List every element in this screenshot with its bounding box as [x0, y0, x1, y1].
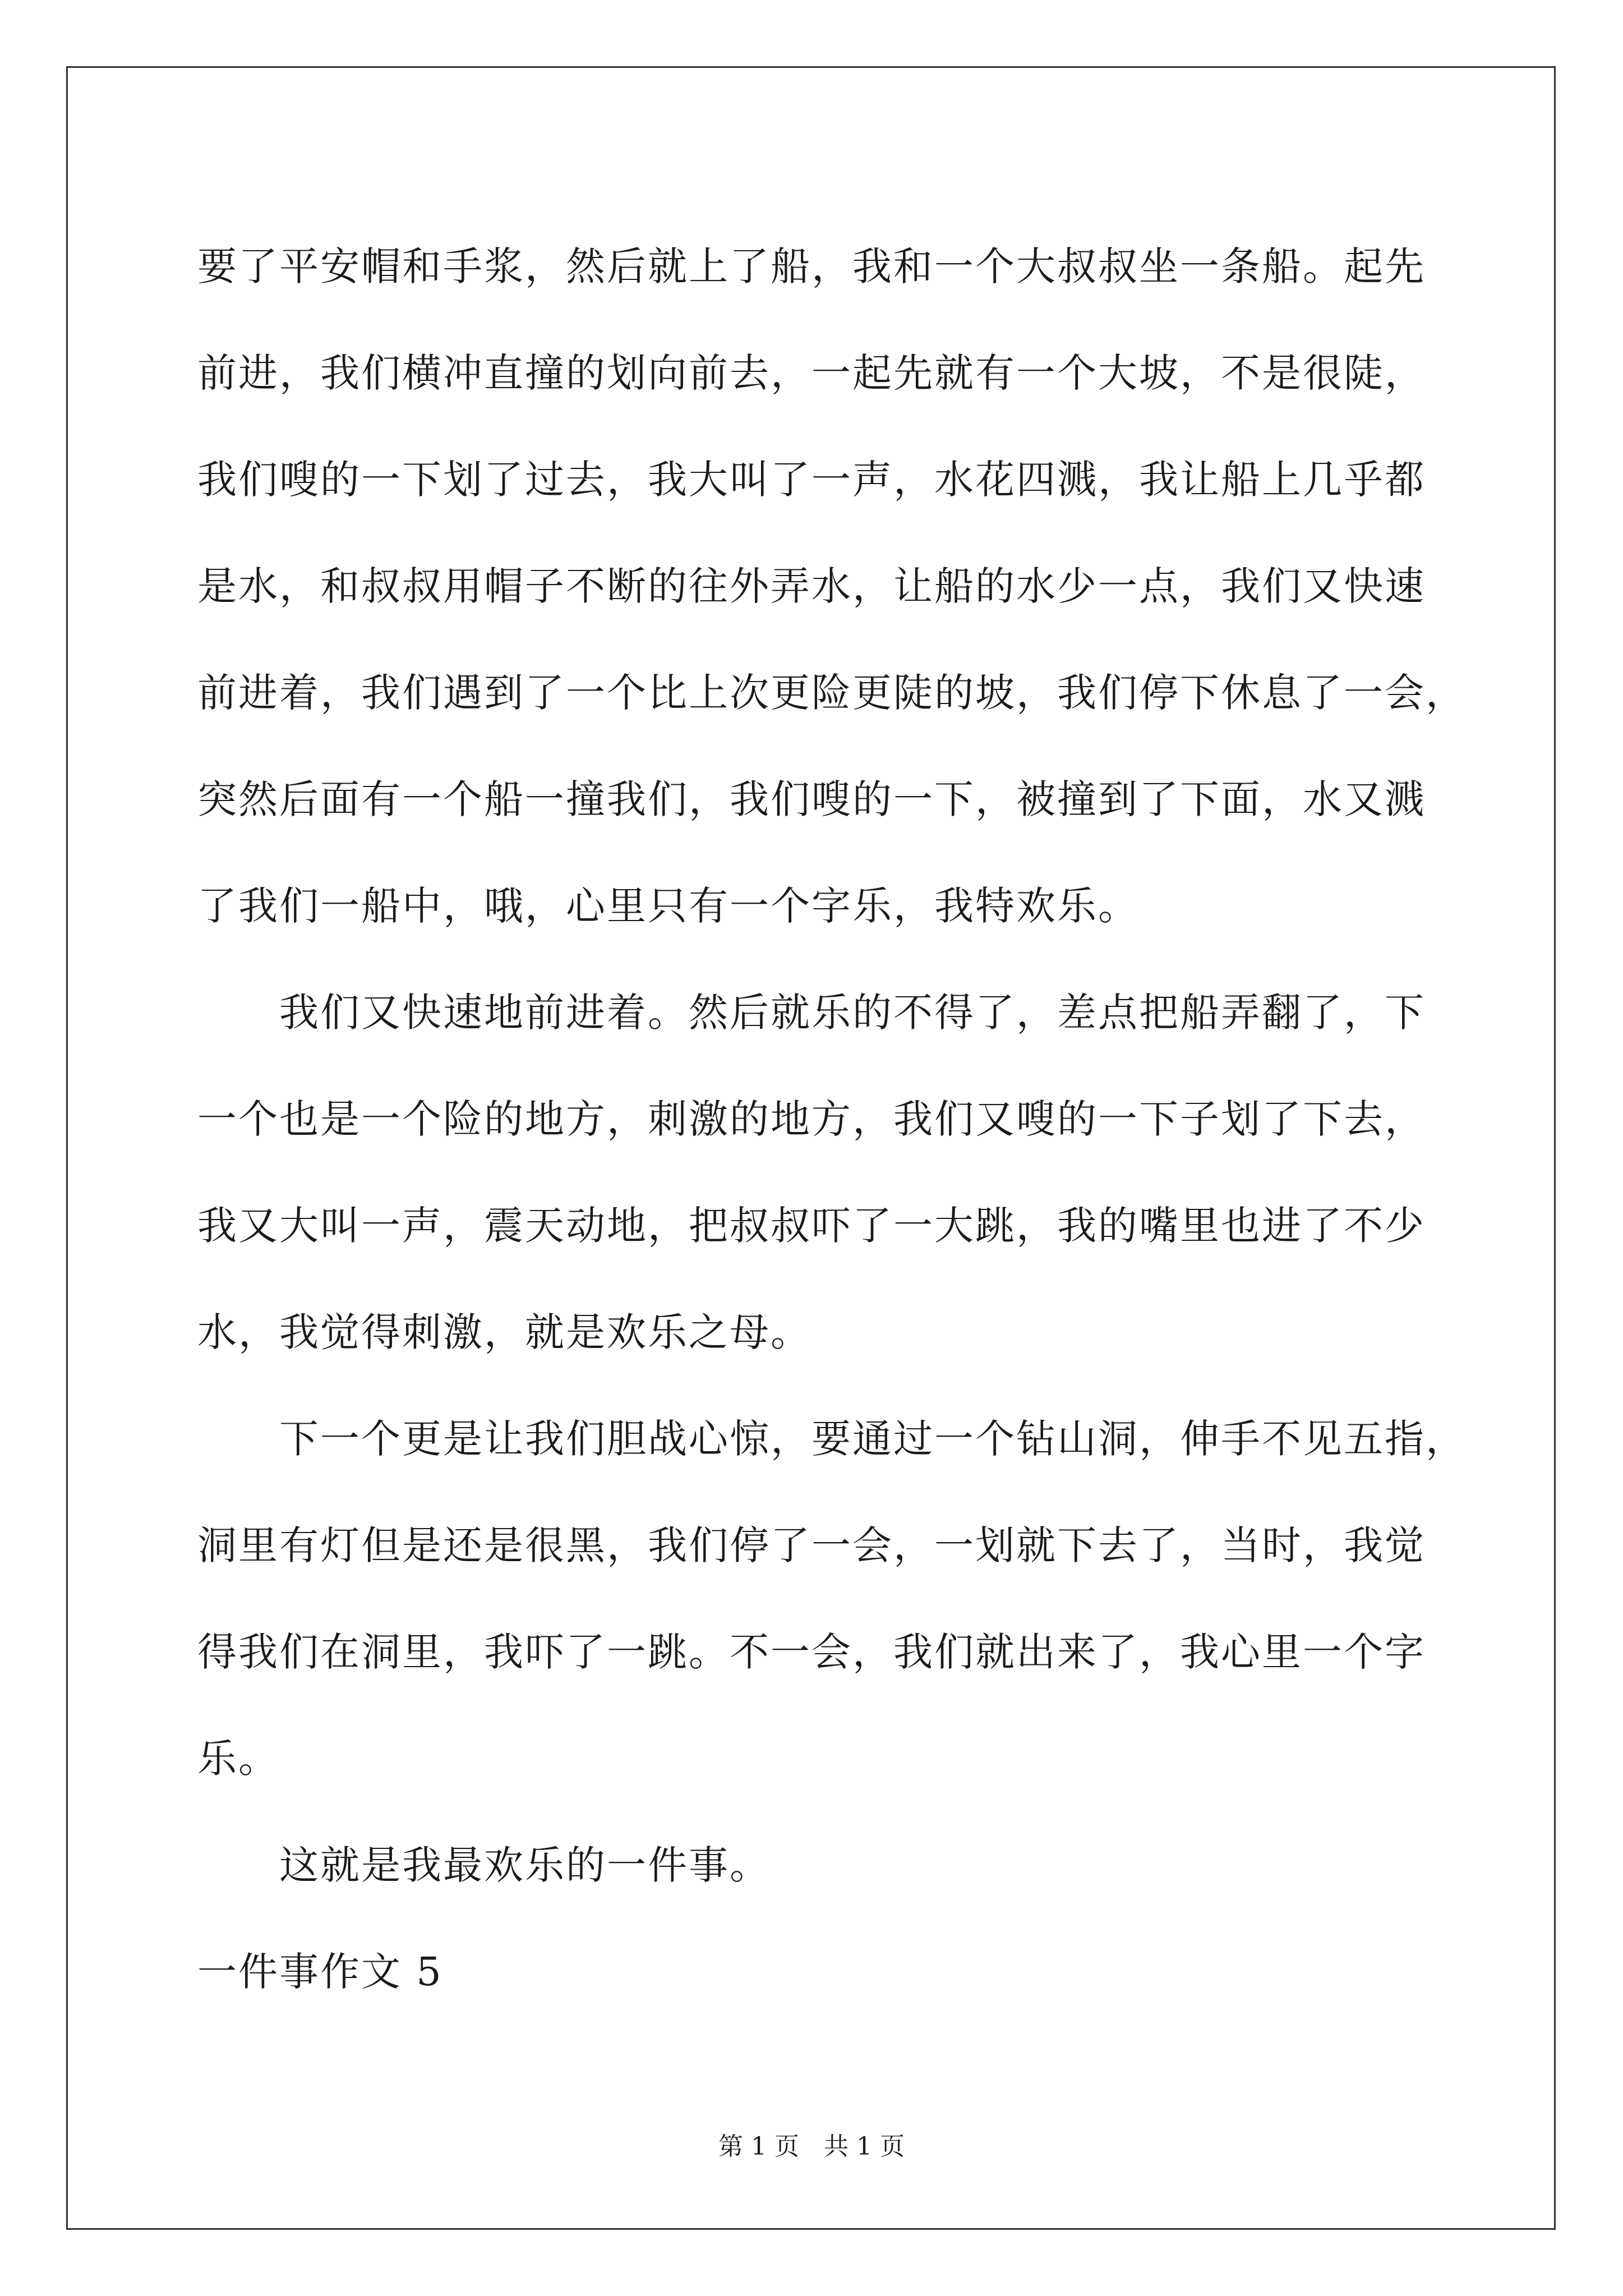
paragraph	[197, 959, 1454, 1386]
text-line: 水，我觉得刺激，就是欢乐之母。	[197, 1309, 811, 1355]
text-line: 我又大叫一声，震天动地，把叔叔吓了一大跳，我的嘴里也进了不少	[197, 1203, 1426, 1249]
page-number-footer: 第 1 页 共 1 页	[718, 2132, 905, 2161]
text-line: 这就是我最欢乐的一件事。	[279, 1842, 771, 1888]
text-line: 洞里有灯但是还是很黑，我们停了一会，一划就下去了，当时，我觉	[197, 1522, 1426, 1568]
text-line: 下一个更是让我们胆战心惊，要通过一个钻山洞，伸手不见五指，	[279, 1416, 1467, 1462]
text-line: 得我们在洞里，我吓了一跳。不一会，我们就出来了，我心里一个字	[197, 1629, 1426, 1675]
text-line: 是水，和叔叔用帽子不断的往外弄水，让船的水少一点，我们又快速	[197, 563, 1426, 609]
section-heading: 一件事作文 5	[197, 1949, 443, 1995]
text-line: 我们又快速地前进着。然后就乐的不得了，差点把船弄翻了，下	[279, 990, 1426, 1036]
paragraph	[197, 213, 1467, 959]
paragraph	[197, 1386, 1467, 1812]
paragraph	[197, 1812, 1454, 1918]
text-line: 一个也是一个险的地方，刺激的地方，我们又嗖的一下子划了下去，	[197, 1096, 1426, 1142]
text-line: 前进，我们横冲直撞的划向前去，一起先就有一个大坡，不是很陡，	[197, 350, 1426, 396]
text-line: 乐。	[197, 1736, 279, 1782]
document-body	[197, 213, 1467, 2025]
text-line: 突然后面有一个船一撞我们，我们嗖的一下，被撞到了下面，水又溅	[197, 776, 1426, 822]
text-line: 了我们一船中，哦，心里只有一个字乐，我特欢乐。	[197, 883, 1139, 929]
text-line: 要了平安帽和手浆，然后就上了船，我和一个大叔叔坐一条船。起先	[197, 243, 1426, 289]
text-line: 我们嗖的一下划了过去，我大叫了一声，水花四溅，我让船上几乎都	[197, 457, 1426, 503]
text-line: 前进着，我们遇到了一个比上次更险更陡的坡，我们停下休息了一会，	[197, 670, 1467, 716]
